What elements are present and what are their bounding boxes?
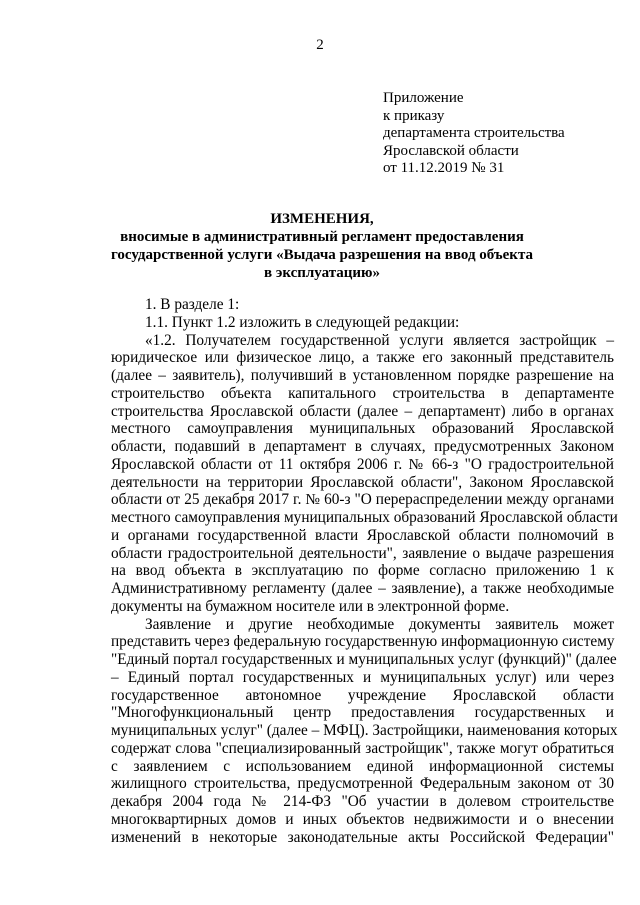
appendix-line: от 11.12.2019 № 31	[383, 160, 505, 176]
body-line: юридическое или физическое лицо, а также его законный представитель	[111, 349, 614, 367]
body-line: области, подавший в департамент в случаях, предусмотренных Законом	[111, 438, 614, 455]
body-line: местного самоуправления муниципальных образований Ярославской области	[111, 509, 618, 526]
body-line: Заявление и другие необходимые документы заявитель может	[145, 615, 614, 633]
body-line: представить через федеральную государственную информационную систему	[111, 633, 615, 651]
body-line: области от 25 декабря 2017 г. № 60-з "О перераспределении между органами	[111, 491, 614, 509]
body-line: Ярославской области от 11 октября 2006 г. № 66-з "О градостроительной	[111, 455, 614, 473]
page-number: 2	[316, 37, 324, 53]
body-line: (далее – заявитель), получивший в установленном порядке разрешение на	[111, 367, 614, 384]
body-line: государственное автономное учреждение Ярославской области	[111, 686, 614, 704]
title-subtitle-line: государственной услуги «Выдача разрешения на ввод объекта	[110, 247, 534, 263]
body-line: Административному регламенту (далее – заявление), а также необходимые	[111, 580, 614, 597]
body-line: декабря 2004 года № 214-ФЗ "Об участии в долевом строительстве	[111, 793, 614, 810]
appendix-line: Ярославской области	[383, 142, 519, 159]
body-line: 1.1. Пункт 1.2 изложить в следующей редакции:	[145, 313, 460, 331]
body-line: строительство объекта капитального строительства в департаменте	[111, 384, 614, 402]
body-text	[111, 296, 618, 846]
appendix-line: к приказу	[383, 107, 445, 124]
body-line: и органами государственной власти Ярославской области полномочий в	[111, 526, 614, 544]
body-line: 1. В разделе 1:	[145, 296, 240, 313]
body-line: на ввод объекта в эксплуатацию по форме согласно приложению 1 к	[111, 562, 614, 580]
body-line: «1.2. Получателем государственной услуги является застройщик –	[145, 331, 614, 349]
appendix-block	[383, 90, 623, 178]
body-line: муниципальных услуг" (далее – МФЦ). Застройщики, наименования которых	[111, 722, 618, 739]
appendix-line: Приложение	[383, 90, 464, 106]
body-line: документы на бумажном носителе или в электронной форме.	[111, 597, 510, 615]
body-line: содержат слова "специализированный застройщик", также могут обратиться	[111, 739, 614, 757]
body-line: – Единый портал государственных и муниципальных услуг) или через	[111, 668, 614, 686]
title-heading: ИЗМЕНЕНИЯ,	[270, 211, 374, 227]
body-line: жилищного строительства, предусмотренной Федеральным законом от 30	[111, 775, 614, 793]
body-line: деятельности на территории Ярославской области", Законом Ярославской	[111, 473, 614, 491]
title-subtitle-line: в эксплуатацию»	[263, 265, 381, 281]
body-line: области градостроительной деятельности", заявление о выдаче разрешения	[111, 544, 614, 562]
title-subtitle-line: вносимые в административный регламент предоставления	[120, 229, 524, 245]
document-title	[72, 210, 572, 282]
body-line: "Единый портал государственных и муниципальных услуг (функций)" (далее	[111, 651, 617, 668]
body-line: строительства Ярославской области (далее – департамент) либо в органах	[111, 402, 614, 420]
body-line: "Многофункциональный центр предоставления государственных и	[111, 704, 614, 722]
body-line: местного самоуправления муниципальных образований Ярославской	[111, 420, 614, 438]
body-line: изменений в некоторые законодательные акты Российской Федерации"	[111, 828, 614, 846]
appendix-line: департамента строительства	[383, 125, 565, 141]
body-line: многоквартирных домов и иных объектов недвижимости и о внесении	[111, 810, 614, 828]
body-line: с заявлением с использованием единой информационной системы	[111, 757, 614, 775]
